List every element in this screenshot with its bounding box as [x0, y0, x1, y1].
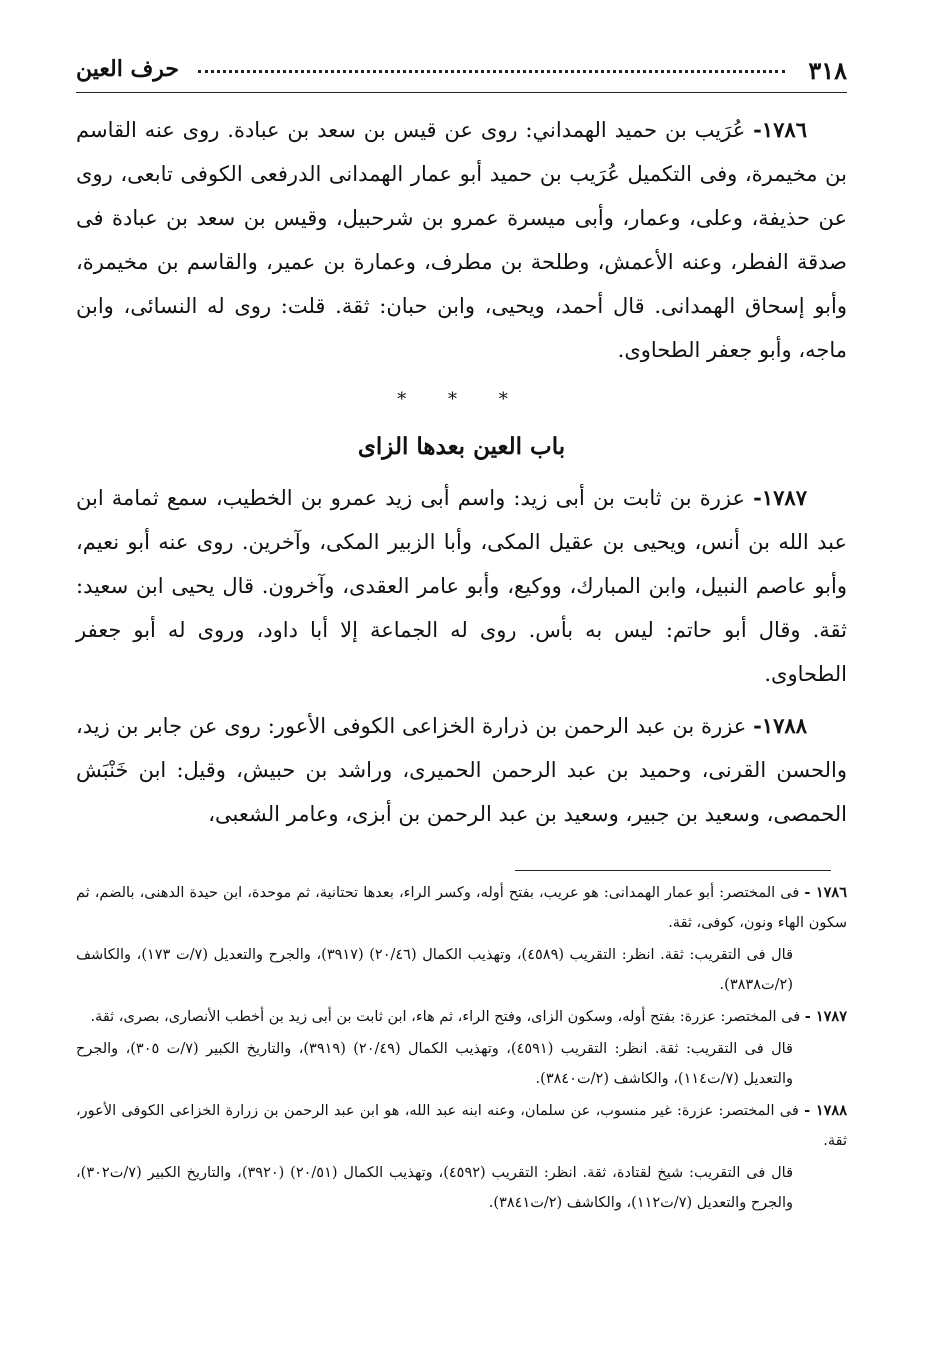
running-head: حرف العين	[76, 56, 180, 82]
page-header	[76, 52, 847, 93]
entry-1786	[76, 108, 847, 372]
entry-number: ١٧٨٨-	[753, 713, 807, 738]
footnote-number: ١٧٨٦ -	[804, 884, 847, 901]
page-number: ٣١٨	[808, 56, 847, 85]
footnote-1787	[76, 1002, 847, 1032]
section-separator: * * *	[397, 389, 526, 410]
footnote-text: فى المختصر: عزرة: غير منسوب، عن سلمان، وعنه ابنه عبد الله، هو ابن عبد الرحمن بن زرارة الخزاعى الكوفى الأعور، ثقة.	[76, 1103, 847, 1149]
header-dotted-leader	[198, 70, 785, 73]
footnote-1788-sources: قال فى التقريب: شيخ لقتادة، ثقة. انظر: التقريب (٤٥٩٢)، وتهذيب الكمال (٢٠/٥١) (٣٩٢٠)، والتاريخ الكبير (٧/ت٣٠٢)، والجرح والتعديل (٧/ت١١٢)، والكاشف (٢/ت٣٨٤١).	[76, 1165, 793, 1211]
main-text	[76, 108, 847, 836]
footnote-1786	[76, 878, 847, 938]
footnote-number: ١٧٨٧ -	[804, 1008, 847, 1025]
footnote-divider	[515, 870, 831, 871]
footnote-text: فى المختصر: أبو عمار الهمدانى: هو عريب، بفتح أوله، وكسر الراء، بعدها تحتانية، ثم موحدة، ابن حيدة الدهنى، بالضم، ثم سكون الهاء ونون، كوفى، ثقة.	[76, 885, 847, 931]
entry-1788	[76, 704, 847, 836]
entry-number: ١٧٨٦-	[753, 117, 807, 142]
section-title: باب العين بعدها الزاى	[357, 433, 566, 460]
footnotes	[76, 878, 847, 1220]
footnote-text: فى المختصر: عزرة: بفتح أوله، وسكون الزاى، وفتح الراء، ثم هاء، ابن ثابت بن أبى زيد بن أخطب الأنصارى، بصرى، ثقة.	[90, 1009, 801, 1025]
footnote-number: ١٧٨٨ -	[804, 1102, 847, 1119]
footnote-1787-sources: قال فى التقريب: ثقة. انظر: التقريب (٤٥٩١)، وتهذيب الكمال (٢٠/٤٩) (٣٩١٩)، والتاريخ الكبير (٧/ت ٣٠٥)، والجرح والتعديل (٧/ت١١٤)، والكاشف (٢/ت٣٨٤٠).	[76, 1041, 793, 1087]
footnote-1788	[76, 1096, 847, 1156]
entry-1787	[76, 476, 847, 696]
footnote-1786-sources: قال فى التقريب: ثقة. انظر: التقريب (٤٥٨٩)، وتهذيب الكمال (٢٠/٤٦) (٣٩١٧)، والجرح والتعديل (٧/ت ١٧٣)، والكاشف (٢/ت٣٨٣٨).	[76, 947, 794, 993]
entry-number: ١٧٨٧-	[753, 485, 807, 510]
entry-text: عُرَيب بن حميد الهمداني: روى عن قيس بن سعد بن عبادة. روى عنه القاسم بن مخيمرة، وفى التكميل عُرَيب بن حميد أبو عمار الهمدانى الدرفعى الكوفى تابعى، روى عن حذيفة، وعلى، وعمار، وأبى ميسرة عمرو بن شرحبيل، وقيس بن سعد بن عبادة فى صدقة الفطر، وعنه الأعمش، وطلحة بن مطرف، وعمارة بن عمير، والقاسم بن مخيمرة، وأبو إسحاق الهمدانى. قال أحمد، ويحيى، وابن حبان: ثقة. قلت: روى له النسائى، وابن ماجه، وأبو جعفر الطحاوى.	[76, 118, 847, 362]
entry-text: عزرة بن عبد الرحمن بن ذرارة الخزاعى الكوفى الأعور: روى عن جابر بن زيد، والحسن القرنى، وحميد بن عبد الرحمن الحميرى، وراشد بن حبيش، وقيل: ابن خَنْبَش الحمصى، وسعيد بن جبير، وسعيد بن عبد الرحمن بن أبزى، وعامر الشعبى،	[76, 714, 847, 826]
entry-text: عزرة بن ثابت بن أبى زيد: واسم أبى زيد عمرو بن الخطيب، سمع ثمامة ابن عبد الله بن أنس، ويحيى بن عقيل المكى، وأبا الزبير المكى، وآخرين. روى عنه أبو نعيم، وأبو عاصم النبيل، وابن المبارك، ووكيع، وأبو عامر العقدى، وآخرون. قال يحيى ابن سعيد: ثقة. وقال أبو حاتم: ليس به بأس. روى له الجماعة إلا أبا داود، وروى له أبو جعفر الطحاوى.	[76, 486, 847, 686]
